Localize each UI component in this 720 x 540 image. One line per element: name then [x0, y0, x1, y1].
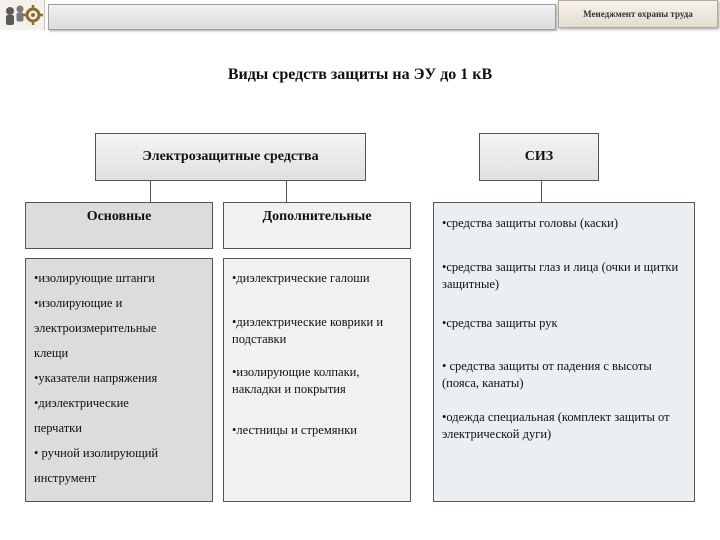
connector: [541, 180, 542, 202]
list-item: инструмент: [34, 471, 97, 485]
list-item: •диэлектрические галоши: [232, 271, 370, 285]
list-item: •изолирующие и: [34, 296, 123, 310]
siz-items-list: [433, 202, 695, 502]
diagram-title: Виды средств защиты на ЭУ до 1 кВ: [227, 66, 493, 83]
list-item: •изолирующие штанги: [34, 271, 155, 285]
main-box: [25, 202, 213, 249]
list-item: •одежда специальная (комплект защиты от электрической дуги): [442, 410, 670, 441]
section-label: Менеджмент охраны труда: [558, 0, 718, 28]
list-item: •диэлектрические: [34, 396, 129, 410]
list-item: перчатки: [34, 421, 82, 435]
electro-protection-label: Электрозащитные средства: [142, 149, 319, 164]
list-item: • средства защиты от падения с высоты (пояса, канаты): [442, 359, 652, 390]
logo-icon: [0, 0, 45, 30]
list-item: электроизмерительные: [34, 321, 157, 335]
list-item: • ручной изолирующий: [34, 446, 159, 460]
list-item: •средства защиты рук: [442, 316, 558, 330]
main-label: Основные: [86, 209, 152, 224]
list-item: •лестницы и стремянки: [232, 423, 357, 437]
list-item: клещи: [34, 346, 69, 360]
electro-protection-box: [95, 133, 366, 181]
siz-label: СИЗ: [524, 149, 554, 164]
additional-items-list: [223, 258, 411, 502]
list-item: •указатели напряжения: [34, 371, 158, 385]
connector: [150, 180, 151, 202]
additional-box: [223, 202, 411, 249]
title-bar: [48, 4, 556, 30]
additional-label: Дополнительные: [262, 209, 372, 224]
list-item: •изолирующие колпаки, накладки и покрытия: [232, 365, 360, 396]
siz-box: [479, 133, 599, 181]
connector: [286, 180, 287, 202]
list-item: •средства защиты головы (каски): [442, 216, 619, 230]
list-item: •диэлектрические коврики и подставки: [232, 315, 384, 346]
top-bar: [0, 0, 720, 30]
list-item: •средства защиты глаз и лица (очки и щитки защитные): [442, 260, 679, 291]
main-items-list: [25, 258, 213, 502]
